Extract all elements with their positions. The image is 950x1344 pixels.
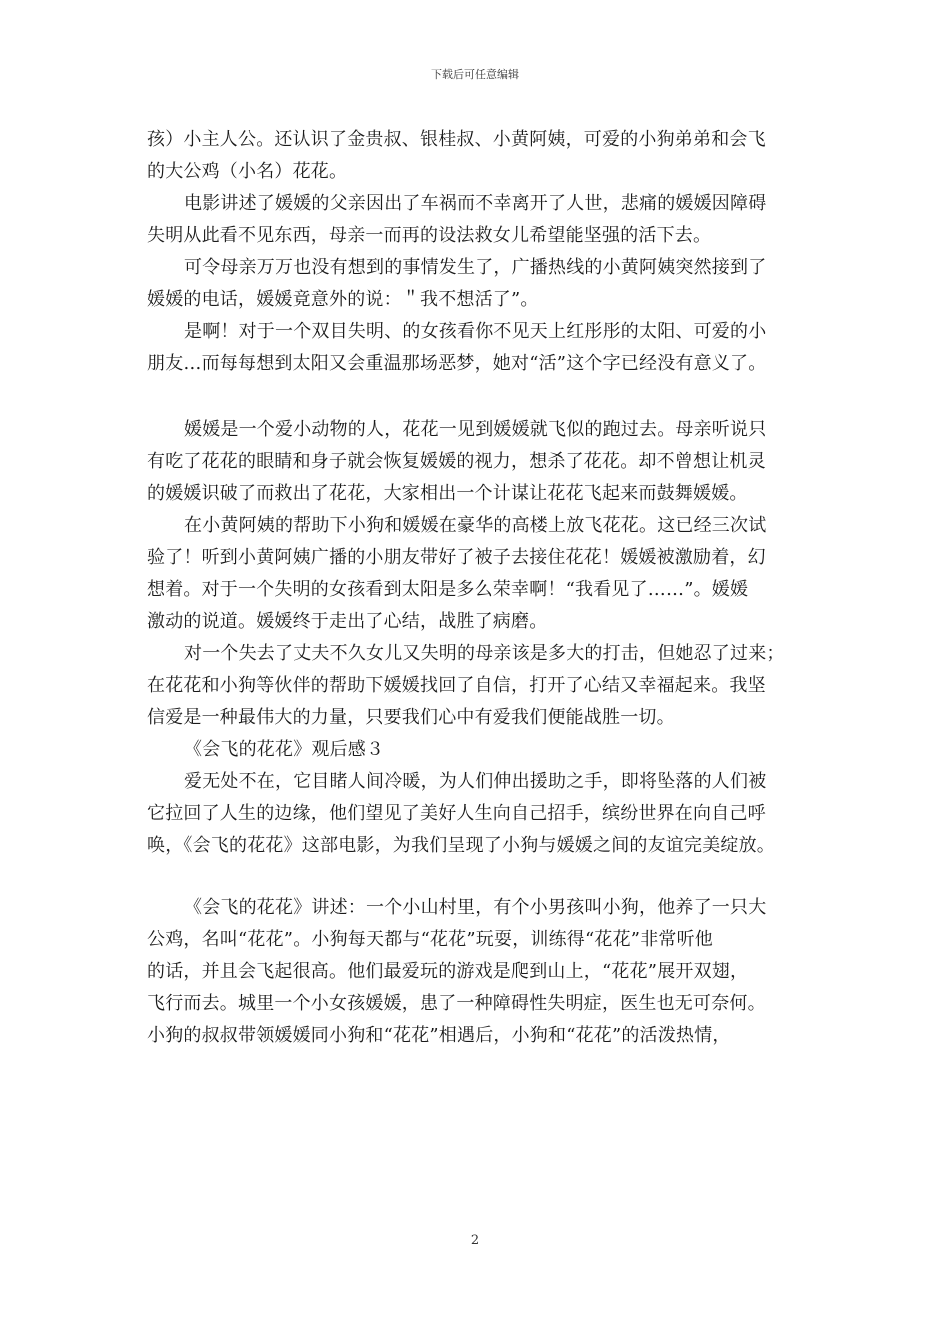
text-line: 有吃了花花的眼睛和身子就会恢复媛媛的视力，想杀了花花。却不曾想让机灵 [147, 451, 766, 472]
text-line: 是啊！对于一个双目失明、的女孩看你不见天上红彤彤的太阳、可爱的小 [184, 321, 767, 342]
section-heading: 《会飞的花花》观后感３ [184, 739, 385, 760]
text-line: 的大公鸡（小名）花花。 [147, 161, 348, 182]
text-line: 电影讲述了媛媛的父亲因出了车祸而不幸离开了人世，悲痛的媛媛因障碍 [184, 193, 767, 214]
text-line: 在小黄阿姨的帮助下小狗和媛媛在豪华的高楼上放飞花花。这已经三次试 [184, 515, 767, 536]
text-line: 飞行而去。城里一个小女孩媛媛，患了一种障碍性失明症，医生也无可奈何。 [147, 993, 766, 1014]
paragraph-gap [147, 862, 807, 892]
body-text [147, 124, 807, 1052]
text-line: 在花花和小狗等伙伴的帮助下媛媛找回了自信，打开了心结又幸福起来。我坚 [147, 675, 766, 696]
text-line: 信爱是一种最伟大的力量，只要我们心中有爱我们便能战胜一切。 [147, 707, 675, 728]
paragraph-gap [147, 380, 807, 414]
text-line: 媛媛的电话，媛媛竟意外的说：＂我不想活了”。 [147, 289, 539, 310]
text-line: 对一个失去了丈夫不久女儿又失明的母亲该是多大的打击，但她忍了过来； [184, 643, 785, 664]
text-line: 它拉回了人生的边缘，他们望见了美好人生向自己招手，缤纷世界在向自己呼 [147, 803, 766, 824]
text-line: 朋友…而每每想到太阳又会重温那场恶梦，她对“活”这个字已经没有意义了。 [147, 353, 767, 374]
text-line: 可令母亲万万也没有想到的事情发生了，广播热线的小黄阿姨突然接到了 [184, 257, 767, 278]
text-line: 想着。对于一个失明的女孩看到太阳是多么荣幸啊！“我看见了……”。媛媛 [147, 579, 749, 600]
text-line: 的媛媛识破了而救出了花花，大家相出一个计谋让花花飞起来而鼓舞媛媛。 [147, 483, 748, 504]
text-line: 《会飞的花花》讲述：一个小山村里，有个小男孩叫小狗，他养了一只大 [184, 897, 767, 918]
text-line: 爱无处不在，它目睹人间冷暖，为人们伸出援助之手，即将坠落的人们被 [184, 771, 767, 792]
text-line: 的话，并且会飞起很高。他们最爱玩的游戏是爬到山上，“花花”展开双翅， [147, 961, 749, 982]
text-line: 公鸡，名叫“花花”。小狗每天都与“花花”玩耍，训练得“花花”非常听他 [147, 929, 714, 950]
text-line: 激动的说道。媛媛终于走出了心结，战胜了病磨。 [147, 611, 548, 632]
text-line: 媛媛是一个爱小动物的人，花花一见到媛媛就飞似的跑过去。母亲听说只 [184, 419, 767, 440]
text-line: 小狗的叔叔带领媛媛同小狗和“花花”相遇后，小狗和“花花”的活泼热情， [147, 1025, 731, 1046]
text-line: 唤，《会飞的花花》这部电影，为我们呈现了小狗与媛媛之间的友谊完美绽放。 [147, 835, 775, 856]
text-line: 验了！听到小黄阿姨广播的小朋友带好了被子去接住花花！媛媛被激励着，幻 [147, 547, 766, 568]
text-line: 孩）小主人公。还认识了金贵叔、银桂叔、小黄阿姨，可爱的小狗弟弟和会飞 [147, 129, 766, 150]
text-line: 失明从此看不见东西，母亲一而再的设法救女儿希望能坚强的活下去。 [147, 225, 712, 246]
page-header: 下载后可任意编辑 [431, 68, 519, 81]
page-number: 2 [470, 1233, 480, 1248]
